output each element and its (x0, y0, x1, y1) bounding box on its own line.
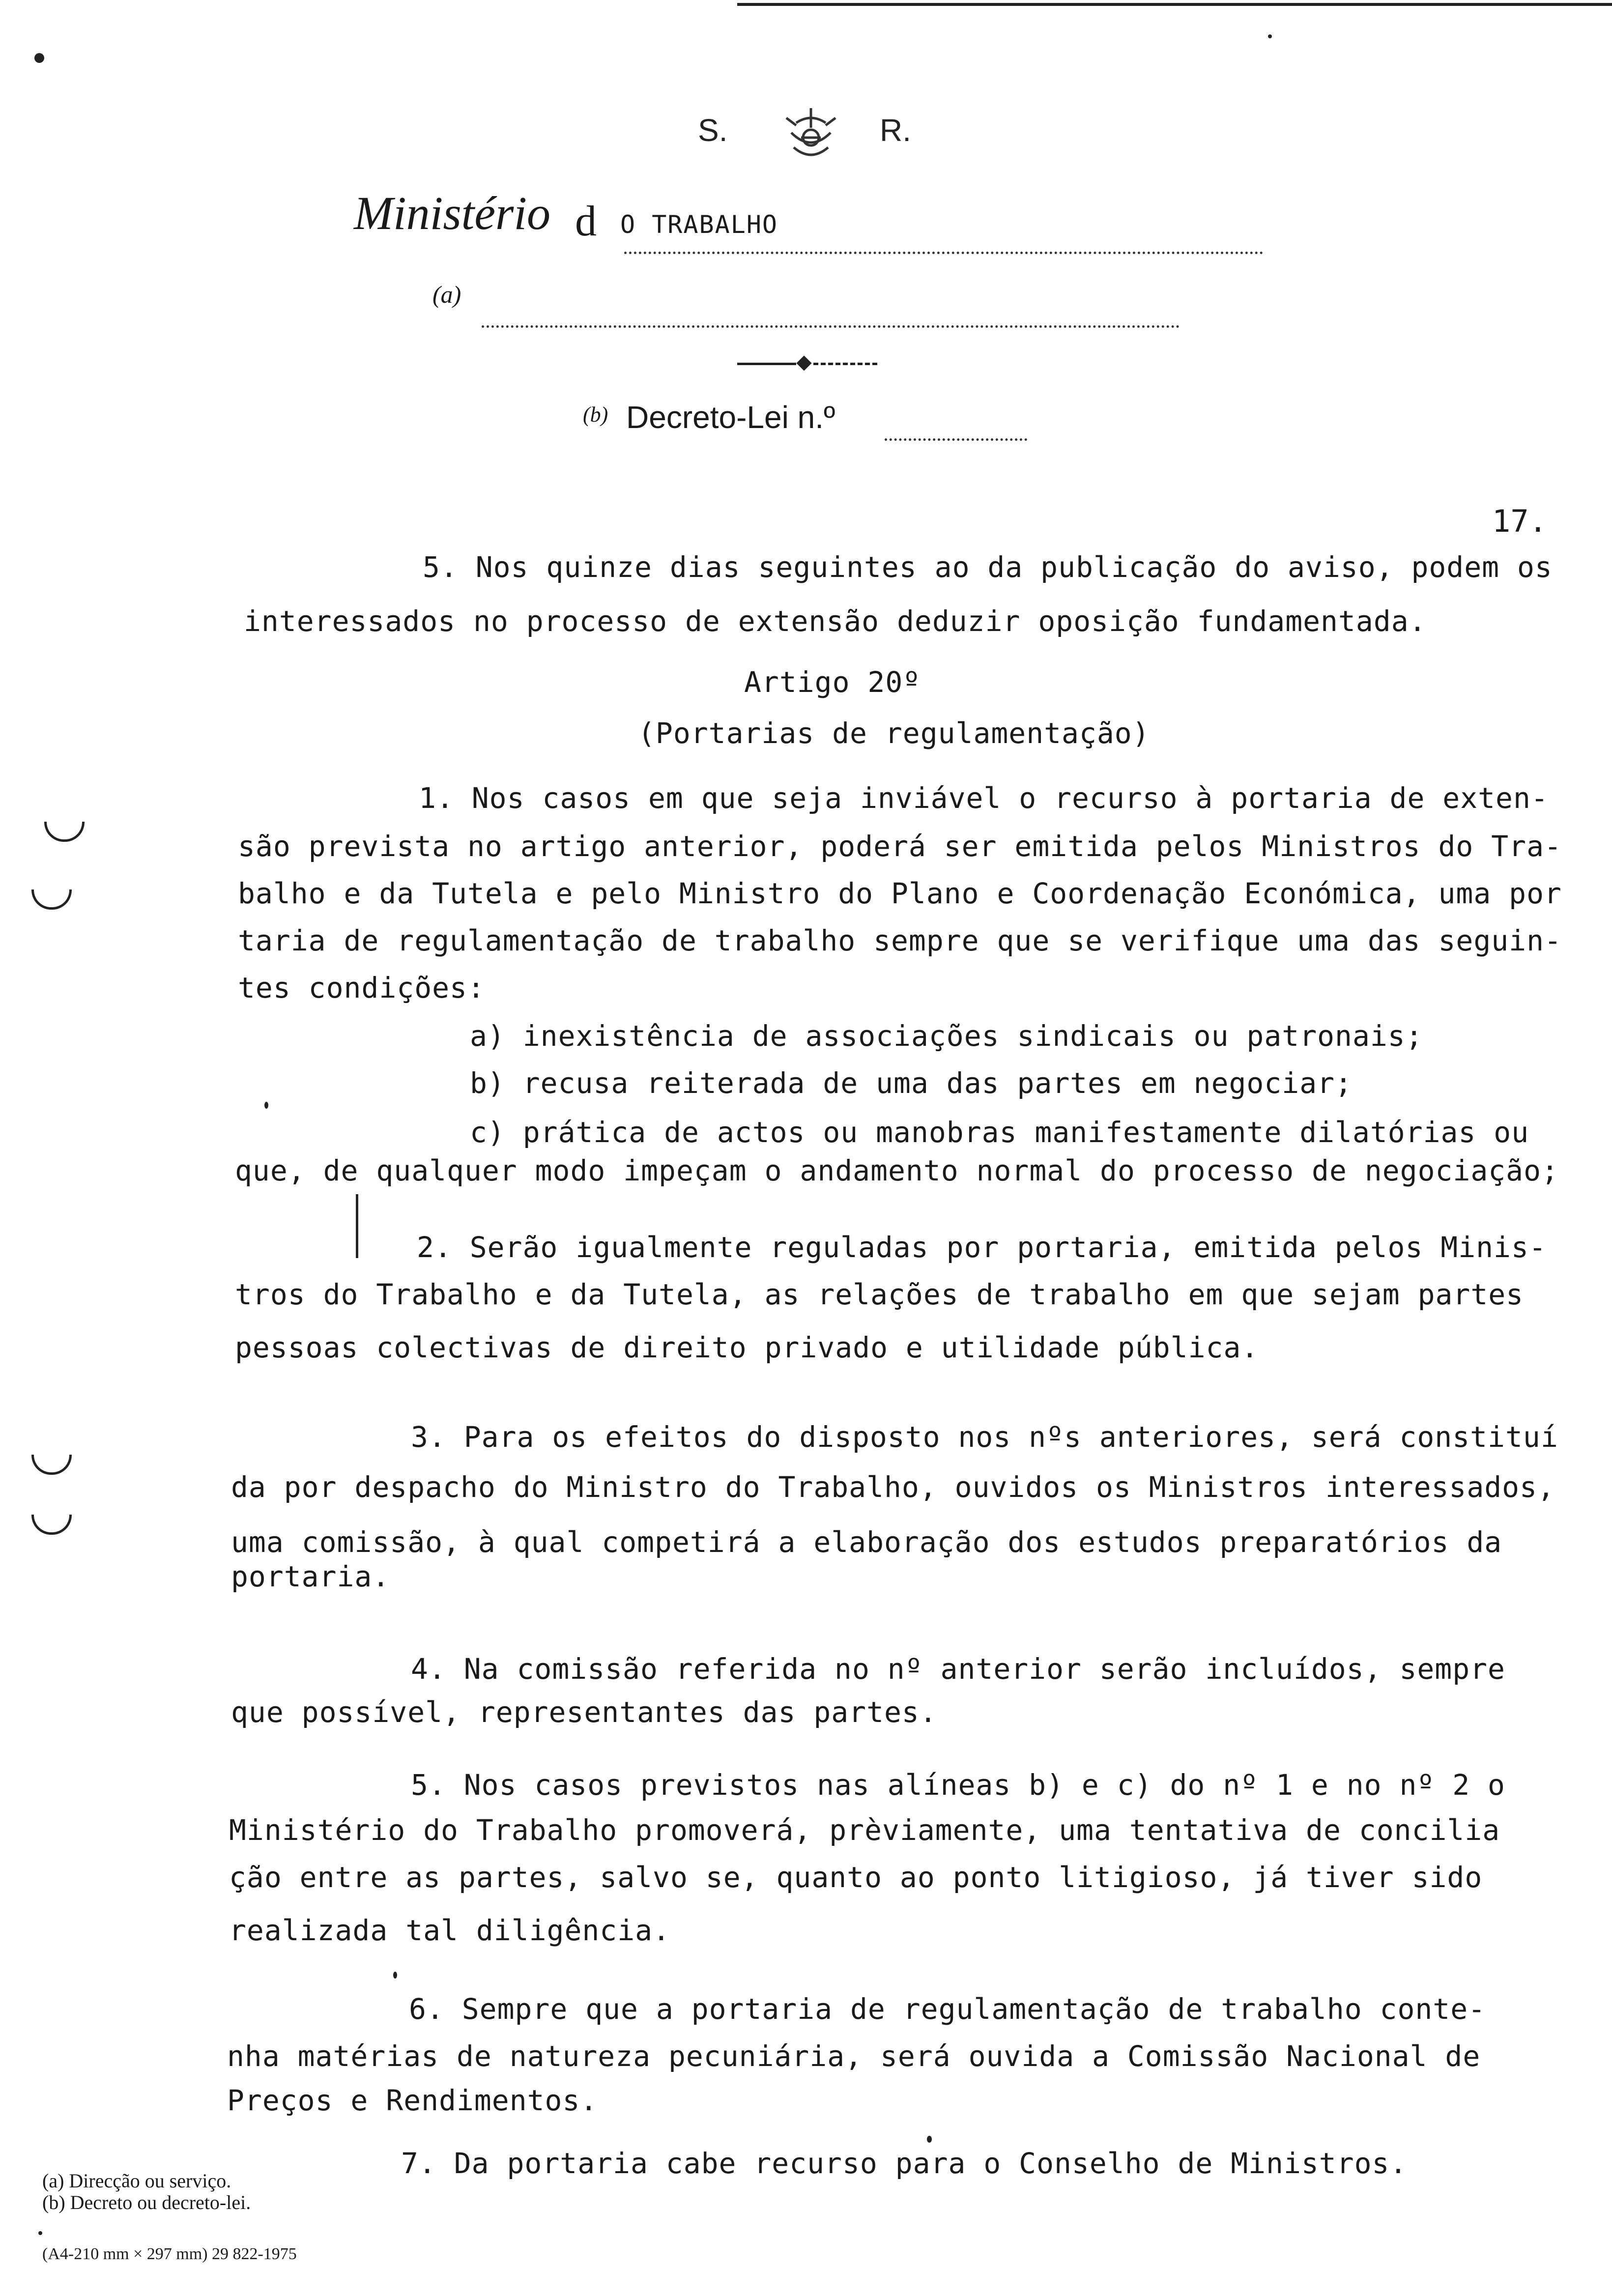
list-item: c) prática de actos ou manobras manifestamente dilatórias ou (470, 1116, 1529, 1149)
body-line: nha matérias de natureza pecuniária, será ouvida a Comissão Nacional de (227, 2039, 1481, 2073)
margin-punch-mark (31, 890, 72, 910)
body-line: que possível, representantes das partes. (231, 1695, 937, 1729)
service-field-label: (a) (432, 281, 461, 308)
margin-punch-mark (31, 1455, 72, 1475)
article-heading: Artigo 20º (744, 665, 921, 699)
ornament-diamond (796, 355, 811, 371)
service-dotted-line (482, 325, 1180, 328)
body-line: uma comissão, à qual competirá a elaboração dos estudos preparatórios da (231, 1525, 1502, 1559)
top-rule (737, 3, 1612, 6)
header-r-letter: R. (880, 113, 911, 148)
decree-number-dotted-line (885, 438, 1027, 441)
list-item: a) inexistência de associações sindicais ou patronais; (470, 1019, 1423, 1053)
body-line: portaria. (231, 1560, 390, 1593)
body-line: taria de regulamentação de trabalho sempre que se verifique uma das seguin- (238, 924, 1562, 957)
margin-vertical-mark (356, 1194, 358, 1258)
ink-speck (264, 1102, 268, 1109)
body-line: 4. Na comissão referida no nº anterior serão incluídos, sempre (411, 1652, 1505, 1686)
body-line: da por despacho do Ministro do Trabalho, ouvidos os Ministros interessados, (231, 1470, 1555, 1504)
footnote-a: (a) Direcção ou serviço. (42, 2170, 231, 2192)
margin-punch-mark (31, 1515, 72, 1535)
body-line: pessoas colectivas de direito privado e utilidade pública. (235, 1331, 1259, 1364)
ink-speck (1268, 34, 1272, 38)
article-subheading: (Portarias de regulamentação) (638, 717, 1150, 750)
coat-of-arms-emblem (767, 98, 855, 167)
body-line: que, de qualquer modo impeçam o andamento normal do processo de negociação; (235, 1154, 1559, 1187)
body-line: realizada tal diligência. (229, 1914, 670, 1947)
body-line: Preços e Rendimentos. (227, 2084, 598, 2117)
ink-speck (34, 53, 44, 63)
ministry-label: Ministério (354, 187, 550, 239)
list-item: b) recusa reiterada de uma das partes em negociar; (470, 1066, 1353, 1100)
body-line: 7. Da portaria cabe recurso para o Conselho de Ministros. (401, 2147, 1408, 2180)
margin-punch-mark (44, 822, 85, 842)
body-line: 2. Serão igualmente reguladas por portaria, emitida pelos Minis- (417, 1231, 1547, 1264)
body-line: 6. Sempre que a portaria de regulamentação de trabalho conte- (409, 1992, 1486, 2026)
decree-footnote-marker: (b) (583, 402, 608, 427)
body-line: 5. Nos casos previstos nas alíneas b) e c) do nº 1 e no nº 2 o (411, 1768, 1505, 1802)
body-line: balho e da Tutela e pelo Ministro do Plano e Coordenação Económica, uma por (238, 877, 1562, 910)
ornament-rule-left (737, 363, 796, 365)
ink-speck (38, 2231, 42, 2235)
body-line: são prevista no artigo anterior, poderá ser emitida pelos Ministros do Tra- (238, 830, 1562, 863)
header-s-letter: S. (698, 113, 728, 148)
body-line: 1. Nos casos em que seja inviável o recurso à portaria de exten- (419, 781, 1549, 815)
ministry-dotted-line (624, 252, 1263, 254)
ornament-rule-right (813, 363, 877, 365)
page-number: 17. (1492, 503, 1547, 539)
ink-speck (927, 2136, 932, 2143)
body-line: tros do Trabalho e da Tutela, as relações de trabalho em que sejam partes (235, 1278, 1524, 1311)
body-line: interessados no processo de extensão deduzir oposição fundamentada. (244, 604, 1427, 638)
ministry-preposition: d (575, 198, 597, 245)
ink-speck (393, 1972, 397, 1979)
body-line: 3. Para os efeitos do disposto nos nºs anteriores, será constituí (411, 1420, 1558, 1454)
footnote-b: (b) Decreto ou decreto-lei. (42, 2191, 251, 2213)
body-line: tes condições: (238, 971, 485, 1004)
body-line: ção entre as partes, salvo se, quanto ao ponto litigioso, já tiver sido (229, 1861, 1483, 1894)
decree-label: Decreto-Lei n.º (626, 400, 835, 435)
form-reference: (A4-210 mm × 297 mm) 29 822-1975 (42, 2245, 297, 2263)
ministry-name-field: O TRABALHO (620, 210, 778, 239)
body-line: 5. Nos quinze dias seguintes ao da publicação do aviso, podem os (423, 550, 1553, 584)
body-line: Ministério do Trabalho promoverá, prèviamente, uma tentativa de concilia (229, 1813, 1500, 1847)
